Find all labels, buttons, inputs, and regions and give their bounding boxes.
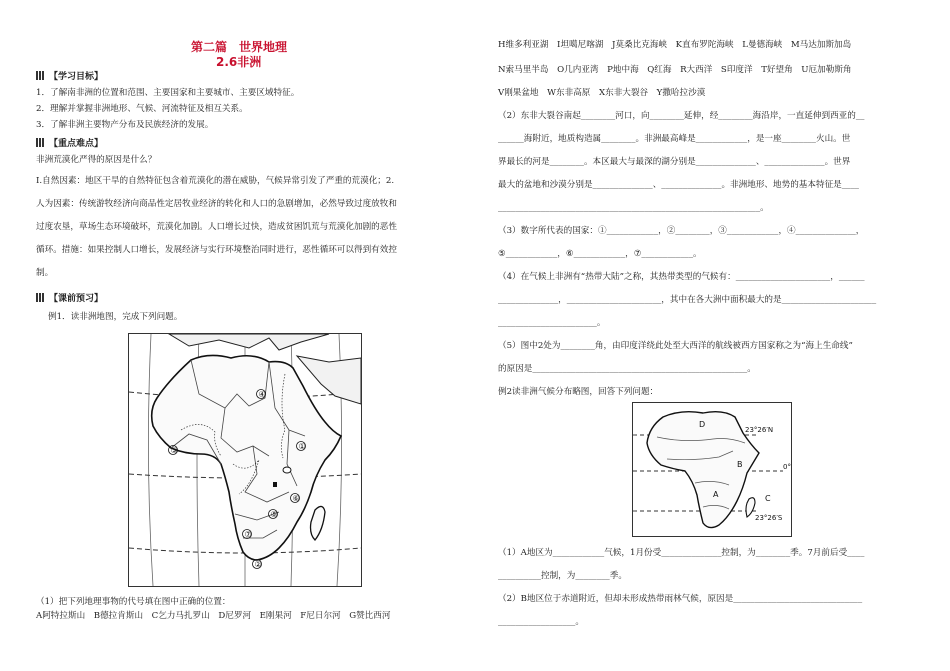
q1-items: A阿特拉斯山 B德拉肯斯山 C乞力马扎罗山 D尼罗河 E刚果河 F尼日尔河 G赞比西河: [36, 611, 391, 621]
text-line: （2）B地区位于赤道附近，但却未形成热带雨林气候，原因是______________________________: [498, 594, 863, 604]
climate-region-label: A: [713, 490, 719, 499]
text-line: 最大的盆地和沙漠分别是______________、______________。非洲地形、地势的基本特征是____: [498, 180, 859, 190]
example2-text: 例2读非洲气候分布略图，回答下列问题：: [498, 387, 659, 397]
map1-label: ⑤: [270, 510, 278, 519]
example1-text: 例1．读非洲地图，完成下列问题。: [48, 312, 183, 322]
keypoints-answer-line: 过度农垦，草场生态环境破坏，荒漠化加剧。人口增长过快，造成贫困饥荒与荒漠化加剧的恶性: [36, 222, 397, 232]
q1-text: （1）把下列地理事物的代号填在图中正确的位置：: [36, 597, 231, 607]
text-line: 界最长的河是________。本区最大与最深的湖分别是______________、______________。世界: [498, 157, 851, 167]
tropic-north-label: 23°26′N: [745, 426, 774, 434]
text-line: N索马里半岛 O几内亚湾 P地中海 Q红海 R大西洋 S印度洋 T好望角 U厄加勒斯角: [498, 65, 852, 75]
equator-label: 0°: [783, 463, 791, 471]
text-line: （5）图中2处为________角，由印度洋绕此处至大西洋的航线被西方国家称之为“海上生命线”: [498, 341, 853, 351]
map1-label: ⑥: [292, 494, 300, 503]
tropic-south-label: 23°26′S: [755, 514, 783, 522]
goal-item: 1．了解南非洲的位置和范围、主要国家和主要城市、主要区域特征。: [36, 88, 300, 98]
map1-label: ④: [258, 390, 266, 399]
climate-region-label: C: [765, 494, 771, 503]
text-line: __________控制，为________季。: [498, 571, 627, 581]
keypoints-question: 非洲荒漠化严得的原因是什么？: [36, 155, 157, 165]
text-line: （2）东非大裂谷南起________河口，向________延伸，经________海沿岸，一直延伸到西亚的__: [498, 111, 865, 121]
climate-region-label: B: [737, 460, 743, 469]
text-line: _____________________________________________________________。: [498, 203, 769, 213]
keypoints-answer-line: 制。: [36, 268, 54, 278]
map1-label: ③: [170, 446, 178, 455]
section-bullet-icon: [36, 138, 46, 147]
africa-map: [128, 333, 362, 587]
section-bullet-icon: [36, 71, 46, 80]
goals-heading: 【学习目标】: [36, 71, 103, 83]
map1-label: ⑦: [244, 530, 252, 539]
page-subtitle: 2.6非洲: [216, 55, 262, 69]
goal-item: 3．了解非洲主要物产分布及民族经济的发展。: [36, 120, 214, 130]
text-line: 的原因是__________________________________________________。: [498, 364, 756, 374]
text-line: （1）A地区为____________气候，1月份受______________控制，为________季。7月前后受____: [498, 548, 865, 558]
goal-item: 2．理解并掌握非洲地形、气候、河流特征及相互关系。: [36, 104, 248, 114]
climate-map: [632, 402, 792, 537]
keypoints-answer-line: Ⅰ.自然因素：地区干旱的自然特征包含着荒漠化的潜在威胁，气候异常引发了严重的荒漠化；2.: [36, 176, 395, 186]
keypoints-answer-line: 循环。措施：如果控制人口增长，发展经济与实行环境整治同时进行，恶性循环可以得到有效控: [36, 245, 397, 255]
text-line: __________________。: [498, 617, 584, 627]
text-line: _______________________。: [498, 318, 606, 328]
keypoints-heading: 【重点难点】: [36, 138, 103, 150]
section-bullet-icon: [36, 293, 46, 302]
text-line: ⑤____________，⑥____________，⑦____________。: [498, 249, 702, 259]
text-line: V刚果盆地 W东非高原 X东非大裂谷 Y撒哈拉沙漠: [498, 88, 706, 98]
text-line: ______________，______________________，其中在各大洲中面积最大的是______________________: [498, 295, 877, 305]
climate-map-figure: [633, 403, 791, 536]
keypoints-answer-line: 人为因素：传统游牧经济向商品性定居牧业经济的转化和人口的急剧增加，必然导致过度放牧和: [36, 199, 397, 209]
map1-label: ①: [298, 442, 306, 451]
map1-label: ②: [254, 560, 262, 569]
page-title: 第二篇 世界地理: [191, 40, 288, 54]
text-line: （4）在气候上非洲有“热带大陆”之称，其热带类型的气候有：______________________，______: [498, 272, 865, 282]
climate-region-label: D: [699, 420, 706, 429]
text-line: H维多利亚湖 I坦噶尼喀湖 J莫桑比克海峡 K直布罗陀海峡 L曼德海峡 M马达加斯加岛: [498, 40, 852, 50]
text-line: （3）数字所代表的国家：①____________，②________，③____________，④______________，: [498, 226, 865, 236]
text-line: ______海附近，地质构造属________。非洲最高峰是____________，是一座________火山。世: [498, 134, 851, 144]
preview-heading: 【课前预习】: [36, 293, 103, 305]
africa-map-figure: [129, 334, 361, 586]
